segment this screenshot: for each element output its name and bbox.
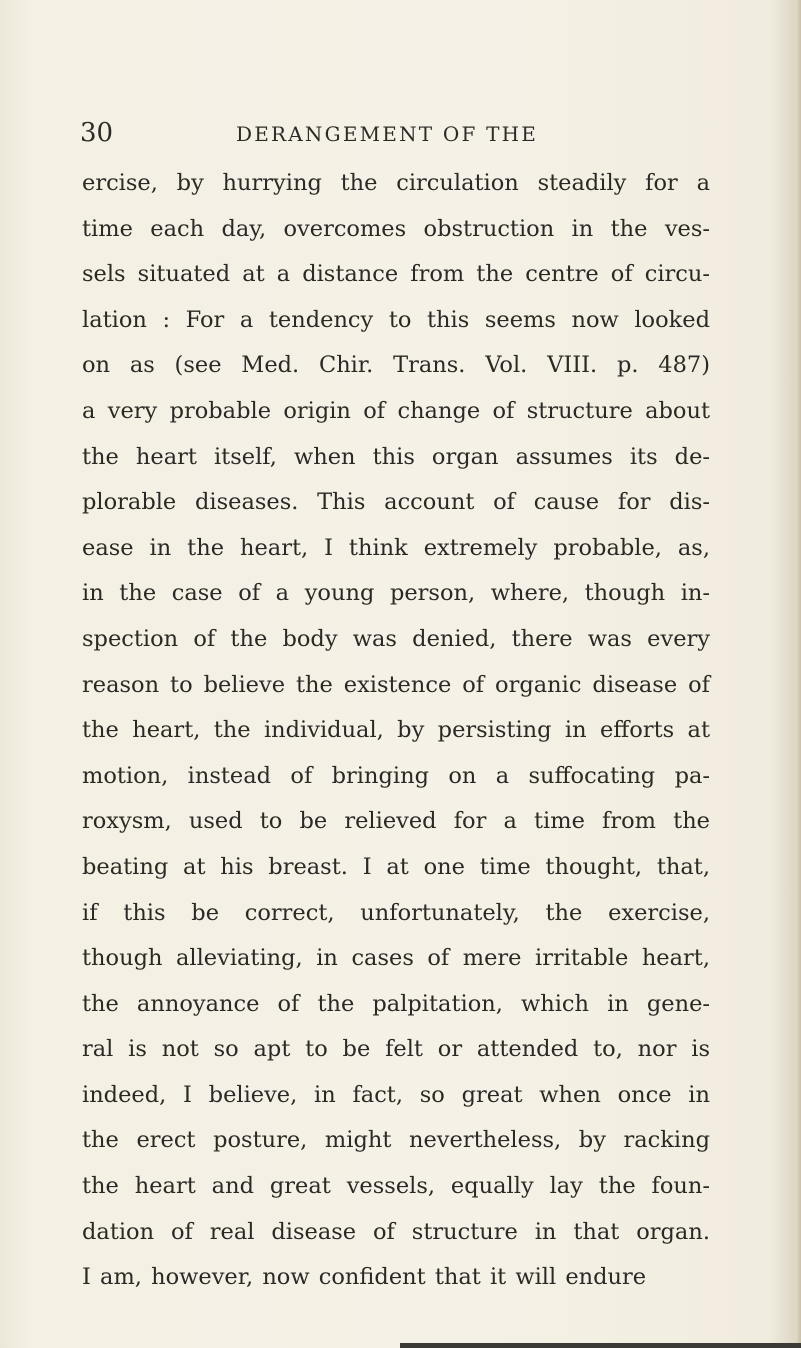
running-head [80, 118, 760, 148]
text-line: roxysm, used to be relieved for a time from the [82, 808, 710, 835]
text-line: ral is not so apt to be felt or attended to, nor is [82, 1036, 710, 1063]
text-line: ercise, by hurrying the circulation steadily for a [82, 170, 710, 196]
text-line: I am, however, now confident that it will endure [82, 1264, 647, 1291]
text-line: in the case of a young person, where, though in- [82, 580, 710, 607]
text-line: lation : For a tendency to this seems now looked [82, 306, 710, 333]
text-line: spection of the body was denied, there was every [82, 625, 710, 652]
running-title: DERANGEMENT OF THE [236, 122, 539, 146]
text-line: plorable diseases. This account of cause for dis- [82, 489, 710, 516]
text-line: the heart, the individual, by persisting in efforts at [82, 717, 710, 744]
text-line: indeed, I believe, in fact, so great when once in [82, 1081, 710, 1108]
text-line: sels situated at a distance from the centre of circu- [82, 261, 710, 288]
page-edge-bottom [400, 1343, 801, 1348]
text-line: on as (see Med. Chir. Trans. Vol. VIII. p. 487) [82, 352, 710, 379]
text-line: though alleviating, in cases of mere irritable heart, [82, 945, 710, 972]
text-line: motion, instead of bringing on a suffocating pa- [82, 762, 710, 789]
text-line: the erect posture, might nevertheless, by racking [82, 1127, 710, 1154]
text-line: dation of real disease of structure in that organ. [82, 1218, 710, 1245]
page-number: 30 [80, 118, 114, 148]
text-line: reason to believe the existence of organic disease of [82, 671, 710, 698]
text-line: ease in the heart, I think extremely probable, as, [82, 534, 710, 561]
text-line: time each day, overcomes obstruction in the ves- [82, 215, 710, 242]
page-edge-right [795, 0, 801, 1348]
text-line: the heart itself, when this organ assumes its de- [82, 443, 710, 470]
text-line: beating at his breast. I at one time thought, that, [82, 853, 710, 880]
body-text [82, 161, 710, 1301]
text-line: a very probable origin of change of structure about [82, 397, 710, 424]
text-line: the heart and great vessels, equally lay the foun- [82, 1173, 710, 1200]
text-line: if this be correct, unfortunately, the exercise, [82, 899, 710, 926]
text-line: the annoyance of the palpitation, which in gene- [82, 990, 710, 1017]
